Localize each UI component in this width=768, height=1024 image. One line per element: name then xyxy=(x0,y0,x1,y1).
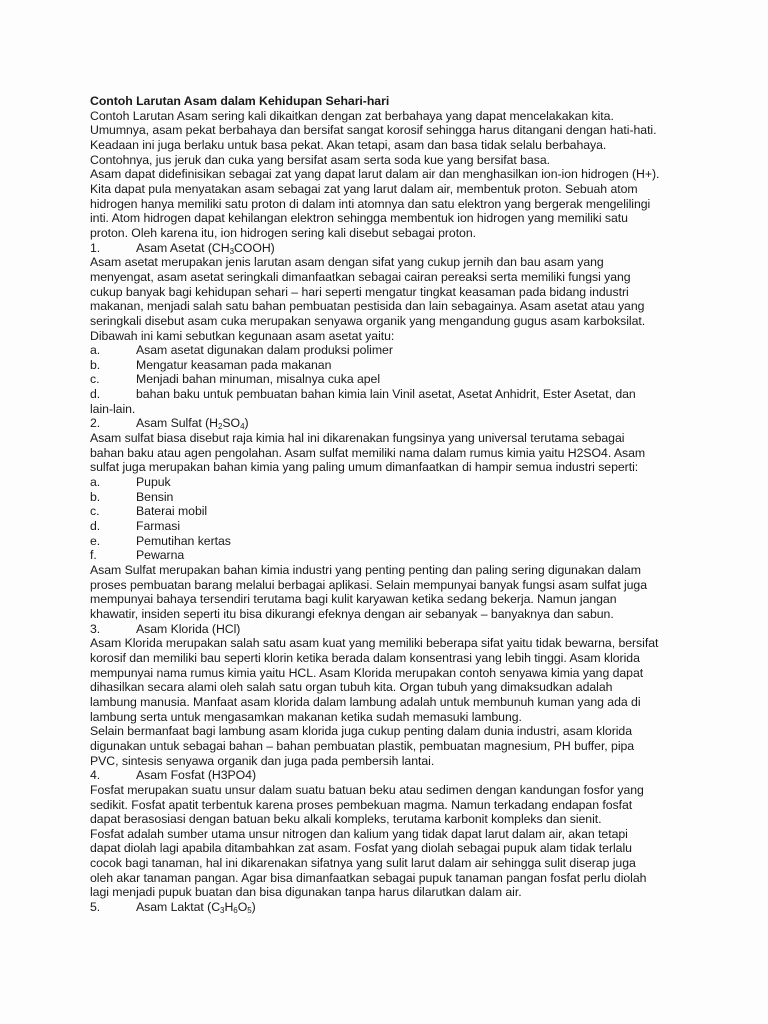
list-marker: a. xyxy=(90,343,101,358)
list-item xyxy=(90,534,690,549)
section-heading-asam-laktat xyxy=(90,900,690,915)
list-item xyxy=(90,475,690,490)
text-line: Fosfat merupakan suatu unsur dalam suatu batuan beku atau sedimen dengan kandungan fosfor yang xyxy=(90,782,644,797)
intro-paragraph xyxy=(90,109,690,241)
text-line: bahan baku atau agen pengolahan. Asam sulfat memiliki nama dalam rumus kimia yaitu H2SO4. Asam xyxy=(90,445,646,460)
text-line: seringkali disebut asam cuka merupakan senyawa organik yang mengandung gugus asam karboksilat. xyxy=(90,313,646,328)
section-number: 2. xyxy=(90,416,101,431)
text-line: menyengat, asam asetat seringkali dimanfaatkan sebagai cairan pereaksi serta memiliki fungsi yang xyxy=(90,269,631,284)
text-line: dapat berasosiasi dengan batuan beku alkali kompleks, terutama karbonit kompleks dan sienit. xyxy=(90,812,602,827)
title-part: H xyxy=(224,900,234,915)
text-line: sedikit. Fosfat apatit terbentuk karena proses pembekuan magma. Namun terkadang endapan fosfat xyxy=(90,797,633,812)
title-part: ) xyxy=(251,900,256,915)
section-paragraph xyxy=(90,563,690,622)
list-text: Menjadi bahan minuman, misalnya cuka apel xyxy=(136,372,381,387)
section-title xyxy=(136,416,690,431)
text-line: oleh akar tanaman pangan. Agar bisa dimanfaatkan sebagai pupuk tanaman pangan fosfat perlu diolah xyxy=(90,870,647,885)
list-marker: d. xyxy=(90,387,101,402)
section-heading-asam-klorida xyxy=(90,622,690,637)
text-line: Asam sulfat biasa disebut raja kimia hal ini dikarenakan fungsinya yang universal terutama sebagai xyxy=(90,431,625,446)
text-line: proses pembuatan barang melalui berbagai aplikasi. Selain mempunyai banyak fungsi asam sulfat juga xyxy=(90,577,647,592)
text-line: cocok bagi tanaman, hal ini dikarenakan sifatnya yang sulit larut dalam air sehingga sulit diserap juga xyxy=(90,856,636,871)
title-part: Asam Asetat (CH xyxy=(136,240,230,255)
list-marker: b. xyxy=(90,357,101,372)
text-line: Selain bermanfaat bagi lambung asam klorida juga cukup penting dalam dunia industri, asam klorida xyxy=(90,724,633,739)
list-text: Pewarna xyxy=(136,548,185,563)
section-title: Asam Fosfat (H3PO4) xyxy=(136,768,257,783)
text-line: Asam Sulfat merupakan bahan kimia industri yang penting penting dan paling sering digunakan dalam xyxy=(90,563,641,577)
text-line: lambung manusia. Manfaat asam klorida dalam lambung adalah untuk membunuh kuman yang ada di xyxy=(90,694,641,709)
text-line: PVC, sintesis senyawa organik dan juga pada pembersih lantai. xyxy=(90,753,435,768)
section-heading-asam-fosfat xyxy=(90,768,690,783)
text-line: Contohnya, jus jeruk dan cuka yang bersifat asam serta soda kue yang bersifat basa. xyxy=(90,152,550,167)
text-line: Fosfat adalah sumber utama unsur nitrogen dan kalium yang tidak dapat larut dalam air, akan tetapi xyxy=(90,826,628,841)
text-line: korosif dan memiliki bau seperti klorin ketika berada dalam konsentrasi yang lebih tinggi. Asam klorida xyxy=(90,650,640,665)
list-text: Bensin xyxy=(136,489,174,504)
text-line: dapat diolah lagi apabila ditambahkan zat asam. Fosfat yang diolah sebagai pupuk alam tidak terlalu xyxy=(90,841,632,856)
section-title xyxy=(136,241,690,256)
title-part: O xyxy=(237,900,248,915)
section-number: 1. xyxy=(90,240,101,255)
list-text: bahan baku untuk pembuatan bahan kimia lain Vinil asetat, Asetat Anhidrit, Ester Asetat, dan xyxy=(136,387,636,402)
list-item xyxy=(90,548,690,563)
list-marker: c. xyxy=(90,504,100,519)
title-part: SO xyxy=(222,416,241,431)
list-text: Farmasi xyxy=(136,519,181,534)
title-part: ) xyxy=(244,416,249,431)
section-paragraph xyxy=(90,431,690,475)
text-line: proton. Oleh karena itu, ion hidrogen sering kali disebut sebagai proton. xyxy=(90,225,477,240)
text-line: mempunyai nama rumus kimia yaitu HCL. Asam Klorida merupakan contoh senyawa kimia yang dapat xyxy=(90,665,644,680)
section-title xyxy=(136,900,690,915)
text-line: lambung serta untuk mengasamkan makanan ketika sudah memasuki lambung. xyxy=(90,709,522,724)
text-line: cukup banyak bagi kehidupan sehari – hari seperti mengatur tingkat keasaman pada bidang industri xyxy=(90,284,629,299)
text-line: Dibawah ini kami sebutkan kegunaan asam asetat yaitu: xyxy=(90,328,395,343)
section-title: Asam Klorida (HCl) xyxy=(136,621,241,636)
text-line: khawatir, insiden seperti itu bisa dikurangi efeknya dengan air sebanyak – banyaknya dan sabun. xyxy=(90,606,614,621)
title-part: Asam Laktat (C xyxy=(136,900,221,915)
section-number: 4. xyxy=(90,768,101,783)
section-heading-asam-sulfat xyxy=(90,416,690,431)
text-line: dihasilkan secara alami oleh salah satu organ tubuh kita. Organ tubuh yang dimaksudkan adalah xyxy=(90,680,613,695)
text-line: hidrogen hanya memiliki satu proton di dalam inti atomnya dan satu elektron yang bergerak mengelilingi xyxy=(90,196,651,211)
section-paragraph xyxy=(90,783,690,900)
section-number: 3. xyxy=(90,621,101,636)
list-item xyxy=(90,387,690,402)
text-line: sulfat juga merupakan bahan kimia yang paling umum dimanfaatkan di hampir semua industri seperti: xyxy=(90,460,639,475)
subscript: 3 xyxy=(220,906,225,916)
section-paragraph xyxy=(90,636,690,768)
text-line: Umumnya, asam pekat berbahaya dan bersifat sangat korosif sehingga harus ditangani dengan hati-hati. xyxy=(90,123,657,138)
section-heading-asam-asetat xyxy=(90,241,690,256)
text-line: Asam Klorida merupakan salah satu asam kuat yang memiliki beberapa sifat yaitu tidak bewarna, bersifat xyxy=(90,636,659,651)
subscript: 3 xyxy=(229,246,234,256)
text-line: mempunyai bahaya tersendiri terutama bagi kulit karyawan ketika sedang bekerja. Namun jangan xyxy=(90,592,617,607)
list-marker: e. xyxy=(90,533,101,548)
text-line: Asam dapat didefinisikan sebagai zat yang dapat larut dalam air dan menghasilkan ion-ion hidrogen (H+). xyxy=(90,167,660,182)
text-line: Keadaan ini juga berlaku untuk basa pekat. Akan tetapi, asam dan basa tidak selalu berbahaya. xyxy=(90,137,607,152)
subscript: 5 xyxy=(247,906,252,916)
list-text: Mengatur keasaman pada makanan xyxy=(136,357,332,372)
text-line: digunakan untuk sebagai bahan – bahan pembuatan plastik, pembuatan magnesium, PH buffer, pipa xyxy=(90,738,635,753)
list-continuation: lain-lain. xyxy=(90,401,136,416)
document-body xyxy=(90,94,690,915)
section-paragraph xyxy=(90,255,690,343)
list-item xyxy=(90,490,690,505)
list-text: Pupuk xyxy=(136,475,171,490)
list-marker: a. xyxy=(90,475,101,490)
list-marker: d. xyxy=(90,519,101,534)
list-marker: b. xyxy=(90,489,101,504)
text-line: Asam asetat merupakan jenis larutan asam dengan sifat yang cukup jernih dan bau asam yang xyxy=(90,255,604,270)
text-line: Contoh Larutan Asam sering kali dikaitkan dengan zat berbahaya yang dapat mencelakakan kita. xyxy=(90,108,614,123)
subscript: 6 xyxy=(233,906,238,916)
list-text: Asam asetat digunakan dalam produksi polimer xyxy=(136,343,393,358)
list-text: Pemutihan kertas xyxy=(136,533,231,548)
list-item xyxy=(90,519,690,534)
list-marker: c. xyxy=(90,372,100,387)
title-part: Asam Sulfat (H xyxy=(136,416,218,431)
list-item xyxy=(90,504,690,519)
list-text: Baterai mobil xyxy=(136,504,208,519)
subscript: 2 xyxy=(218,422,223,432)
text-line: inti. Atom hidrogen dapat kehilangan elektron sehingga membentuk ion hidrogen yang memiliki satu xyxy=(90,211,628,226)
text-line: Kita dapat pula menyatakan asam sebagai zat yang larut dalam air, membentuk proton. Sebuah atom xyxy=(90,181,638,196)
section-number: 5. xyxy=(90,900,101,915)
text-line: lagi menjadi pupuk buatan dan bisa digunakan tanpa harus dilarutkan dalam air. xyxy=(90,885,522,900)
document-title: Contoh Larutan Asam dalam Kehidupan Sehari-hari xyxy=(90,94,390,108)
list-item xyxy=(90,343,690,358)
subscript: 4 xyxy=(240,422,245,432)
text-line: makanan, menjadi salah satu bahan pembuatan pestisida dan lain sebagainya. Asam asetat atau yang xyxy=(90,299,645,314)
list-item xyxy=(90,372,690,387)
list-marker: f. xyxy=(90,548,97,563)
list-item xyxy=(90,358,690,373)
title-part: COOH) xyxy=(233,240,275,255)
